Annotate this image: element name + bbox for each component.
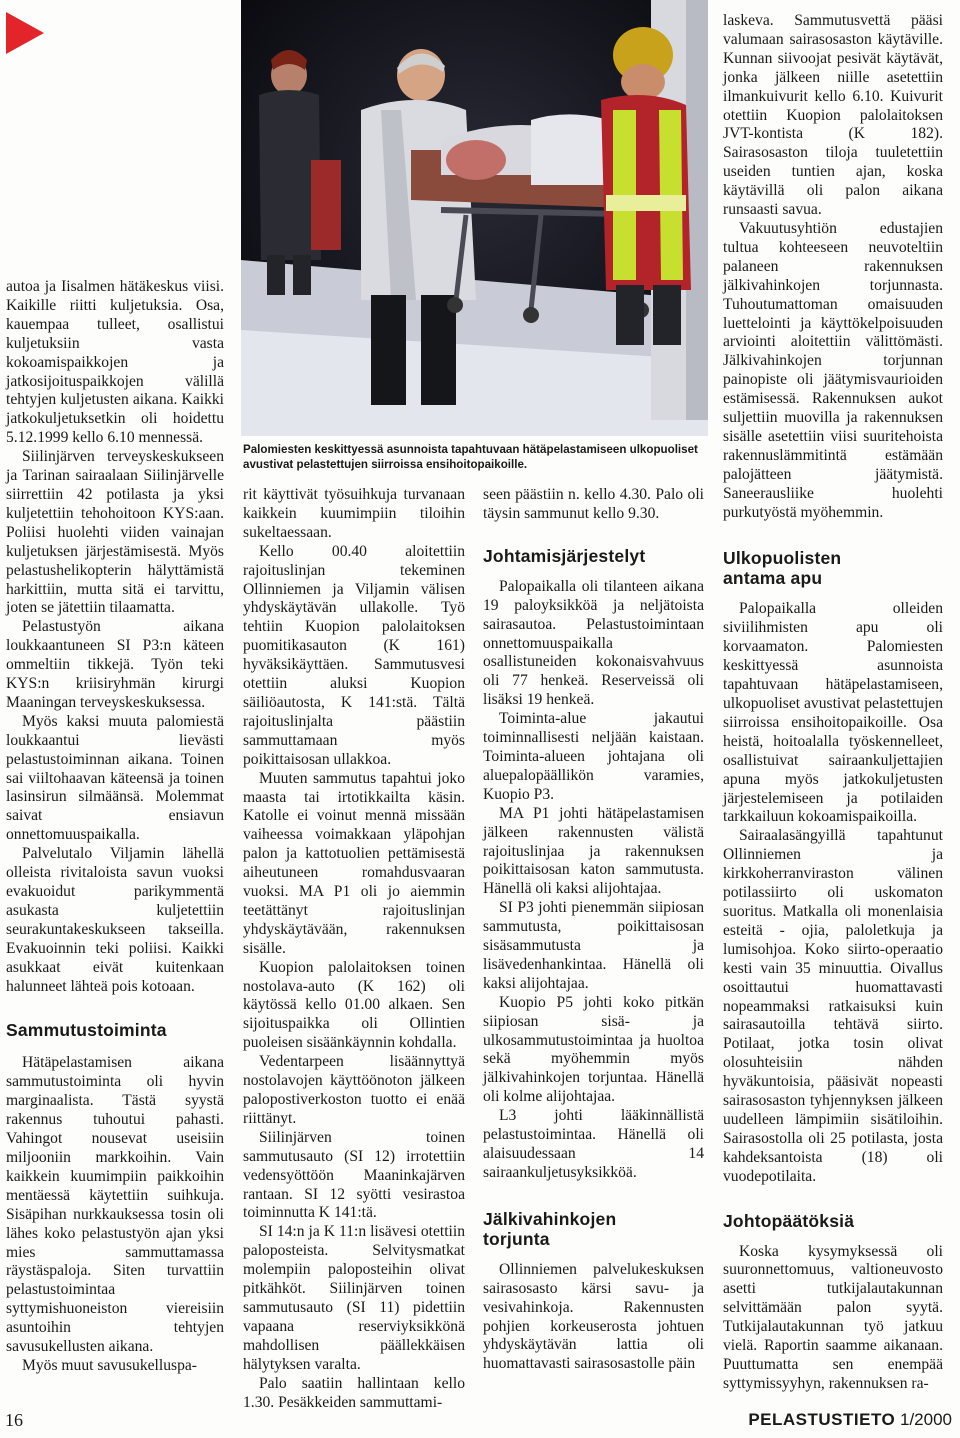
- magazine-name: PELASTUSTIETO: [748, 1410, 896, 1429]
- column-1: [6, 278, 224, 1376]
- body-paragraph: autoa ja Iisalmen hätäkeskus viisi. Kaikille riitti kuljetuksia. Osa, kauempaa tulleet, osallistui kuljetuksiin vasta kokoamispaikkojen ja jatkosijoituspaikkojen välillä tehtyjen kuljetusten aikana. Kaikki jatkokuljetuksetkin oli hoidettu 5.12.1999 kello 6.10 mennessä.: [6, 278, 224, 447]
- issue-number: 1/2000: [900, 1410, 952, 1429]
- section-heading: Sammutustoiminta: [6, 1020, 167, 1041]
- body-paragraph: Palopaikalla oli tilanteen aikana 19 paloyksikköä ja neljätoista sairasautoa. Pelastustoimintaan onnettomuuspaikalla osallistuneiden kokonaisvahvuus oli 77 henkeä. Reserveissä oli lisäksi 19 henkeä.: [483, 577, 704, 709]
- body-paragraph: Kuopion palolaitoksen toinen nostolava-auto (K 162) oli käytössä kello 01.00 alkaen. Sen sijoituspaikka oli Ollintien puoleisen sisäänkäynnin kohdalla.: [243, 958, 465, 1052]
- photo-caption: Palomiesten keskittyessä asunnoista tapahtuvaan hätäpelastamiseen ulkopuoliset avustivat pelastettujen siirroissa ensihoitopaikoille.: [243, 443, 698, 471]
- section-arrow-marker: [6, 12, 44, 54]
- body-paragraph: MA P1 johti hätäpelastamisen jälkeen rakennusten välistä rajoituslinjaa ja rakennuksen poikittaisosan katon sammutusta. Hänellä oli kaksi alijohtajaa.: [483, 804, 704, 898]
- body-paragraph: seen päästiin n. kello 4.30. Palo oli täysin sammunut kello 9.30.: [483, 486, 704, 522]
- body-paragraph: Muuten sammutus tapahtui joko maasta tai irtotikkailta käsin. Katolle ei voinut mennä missään vaiheessa voimakkaan yläpohjan palon ja kattotuolien pettämisestä aiheutuneen romahdusvaaran vuoksi. MA P1 oli jo aiemmin teetättänyt rajoituslinjan yhdyskäytävään, rakennuksen sisälle.: [243, 769, 465, 957]
- body-paragraph: Kuopio P5 johti koko pitkän siipiosan sisä- ja ulkosammutustoimintaa ja huoltoa sekä myöhemmin myös jälkivahinkojen torjuntaa. Hänellä oli kolme alijohtajaa.: [483, 993, 704, 1106]
- column-4: [723, 12, 943, 1394]
- body-paragraph: Hätäpelastamisen aikana sammutustoiminta oli hyvin marginaalista. Tästä syystä rakennus tuhoutui pahasti. Vahingot nousevat useisiin miljooniin markkoihin. Vain kaikkein kuumimpiin paikkoihin mentäessä käytettiin suihkuja. Sisäpihan nurkkauksessa tosin oli lähes koko pelastustyön ajan yksi mies sammuttamassa räystäspaloja. Siten turvattiin pelastustoimintaa syttymishuoneiston viereisiin asuntoihin tehtyjen savusukellusten aikana.: [6, 1054, 224, 1356]
- body-paragraph: SI P3 johti pienemmän siipiosan sammutusta, poikittaisosan sisäsammutusta ja lisävedenhankintaa. Hänellä oli kaksi alijohtajaa.: [483, 899, 704, 992]
- body-paragraph: Ollinniemen palvelukeskuksen sairasosasto kärsi savu- ja vesivahinkoja. Rakennusten pohjien korkeuserosta johtuen yhdyskäytävän lattia oli huomattavasti sairasosastolle päin: [483, 1260, 704, 1373]
- body-paragraph: rit käyttivät työsuihkuja turvanaan kaikkein kuumimpiin tiloihin sukeltaessaan.: [243, 486, 465, 541]
- section-heading: Jälkivahinkojen torjunta: [483, 1208, 617, 1249]
- body-paragraph: Toiminta-alue jakautui toiminnallisesti neljään kaistaan. Toiminta-alueen johtajana oli aluepalopäällikön varamies, Kuopio P3.: [483, 710, 704, 803]
- body-paragraph: Vakuutusyhtiön edustajien tultua kohteeseen neuvoteltiin palaneen rakennuksen jälkivahinkojen torjunnasta. Tuhoutumattoman omaisuuden luettelointi ja käyttökelpoisuuden arviointi aloitettiin välittömästi. Jälkivahinkojen torjunnan painopiste oli jäätymisvaurioiden estämisessä. Rakennuksen aukot suljettiin muovilla ja rakennuksen sisälle asetettiin viisi suuritehoista rakennuslämmitintä estämään palojätteen jäätymistä. Saneerausliike huolehti purkutyöstä myöhemmin.: [723, 219, 943, 521]
- body-paragraph: Myös muut savusukelluspa-: [22, 1356, 197, 1374]
- page-number: 16: [5, 1410, 23, 1430]
- body-paragraph: Siilinjärven toinen sammutusauto (SI 12) irrotettiin vedensyöttöön Maaninkajärven rantaan. SI 12 syötti vesirastoa toiminnutta K 141:tä.: [243, 1128, 465, 1222]
- section-heading: Johtamisjärjestelyt: [483, 545, 646, 566]
- column-2: [243, 486, 465, 1412]
- body-paragraph: laskeva. Sammutusvettä pääsi valumaan sairasosaston käytäville. Kunnan siivoojat pesivät käytävät, jonka jälkeen niille asetettiin ilmankuivurit kello 6.10. Kuivurit otettiin Kuopion palolaitoksen JVT-kontista (K 182). Sairasosaston tiloja tuuletettiin useiden tuntien ajan, koska käytävillä oli palon aikana runsaasti savua.: [723, 12, 943, 219]
- body-paragraph: Koska kysymyksessä oli suuronnettomuus, valtioneuvosto asetti tutkijalautakunnan selvittämään palon syytä. Tutkijalautakunnan työ jatkuu vielä. Raportin saamme aikanaan. Puuttumatta sen enempää syttymissyyhyn, rakennuksen ra-: [723, 1242, 943, 1392]
- body-paragraph: Pelastustyön aikana loukkaantuneen SI P3:n käteen ommeltiin tikkejä. Työn teki KYS:n kriisiryhmän kirurgi Maaningan terveyskeskuksessa.: [6, 618, 224, 711]
- rescue-photo-illustration: [241, 0, 708, 436]
- section-heading: Johtopäätöksiä: [723, 1210, 855, 1231]
- magazine-footer: [748, 1410, 952, 1430]
- column-3: [483, 486, 704, 1374]
- body-paragraph: Siilinjärven terveyskeskukseen ja Tarinan sairaalaan Siilinjärvelle siirrettiin 42 potilasta ja yksi kuljetettiin tehohoitoon KYS:aan. Poliisi huolehti viiden vainajan kuljetuksen järjestämisestä. Myös pelastushelikopterin hälyttämistä harkittiin, mutta sitä ei tarvittu, joten se jätettiin tilaamatta.: [6, 448, 224, 617]
- section-heading: Ulkopuolisten antama apu: [723, 548, 842, 589]
- body-paragraph: Palo saatiin hallintaan kello 1.30. Pesäkkeiden sammuttami-: [243, 1374, 465, 1411]
- body-paragraph: Palopaikalla olleiden siviilihmisten apu oli korvaamaton. Palomiesten keskittyessä asunnoista tapahtuvaan hätäpelastamiseen, ulkopuoliset avustivat pelastettujen siirroissa ensihoitopaikoille. Osa heistä, hoitoalalla työskennelleet, osallistuivat sairaankuljettajien apuna myös jatkokuljetusten järjestelemiseen ja potilaiden tarkkailuun kokoamispaikoilla.: [723, 600, 944, 826]
- body-paragraph: Palvelutalo Viljamin lähellä olleista rivitaloista savun vuoksi evakuoidut parikymmentä asukasta kuljetettiin seurakuntakeskukseen takseilla. Evakuoinnin teki poliisi. Kaikki asukkaat eivät kuitenkaan halunneet lähteä pois kotoaan.: [6, 845, 224, 995]
- body-paragraph: Myös kaksi muuta palomiestä loukkaantui lievästi pelastustoiminnan aikana. Toinen sai viiltohaavan käteensä ja toinen lasinsirun silmäänsä. Molemmat saivat ensiavun onnettomuuspaikalla.: [6, 712, 224, 844]
- body-paragraph: L3 johti lääkinnällistä pelastustoimintaa. Hänellä oli alaisuudessaan 14 sairaankuljetusyksikköä.: [483, 1107, 704, 1181]
- body-paragraph: SI 14:n ja K 11:n lisävesi otettiin paloposteista. Selvitysmatkat molempiin paloposteihin olivat pitkähköt. Siilinjärven toinen sammutusauto (SI 11) pidettiin vapaana reserviyksikkönä mahdollisen päällekkäisen hälytyksen varalta.: [243, 1223, 465, 1373]
- body-paragraph: Sairaalasängyillä tapahtunut Ollinniemen ja kirkkoherranviraston välinen potilassiirto oli uskomaton suoritus. Matkalla oli monenlaisia esteitä - ojia, paloletkuja ja lumisohjoa. Koko siirto-operaatio kesti vain 35 minuuttia. Oivallus osoittautui huomattavasti nopeammaksi ratkaisuksi kuin sairasautoilla tehtävä siirto. Potilaat, jotka tosin olivat olosuhteisiin nähden hyväkuntoisia, pääsivät nopeasti sairasosaston tyhjennyksen jälkeen uudelleen lämpimiin sisätiloihin. Sairasostolla oli 25 potilasta, josta kahdeksantoista (18) oli vuodepotilaita.: [723, 827, 943, 1185]
- body-paragraph: Kello 00.40 aloitettiin rajoituslinjan tekeminen Ollinniemen ja Viljamin välisen yhdyskäytävän ullakolle. Työ tehtiin Kuopion palolaitoksen puomitikasauton (K 161) hyväksikäyttäen. Sammutusvesi otettiin aluksi Kuopion säiliöautosta, K 141:stä. Tältä rajoituslinjalta päästiin sammuttamaan myös poikittaisosan ullakkoa.: [243, 542, 465, 768]
- rescue-photo: [241, 0, 708, 436]
- body-paragraph: Vedentarpeen lisäännyttyä nostolavojen käyttöönoton jälkeen palopostiverkoston tuotto ei enää riittänyt.: [243, 1053, 465, 1127]
